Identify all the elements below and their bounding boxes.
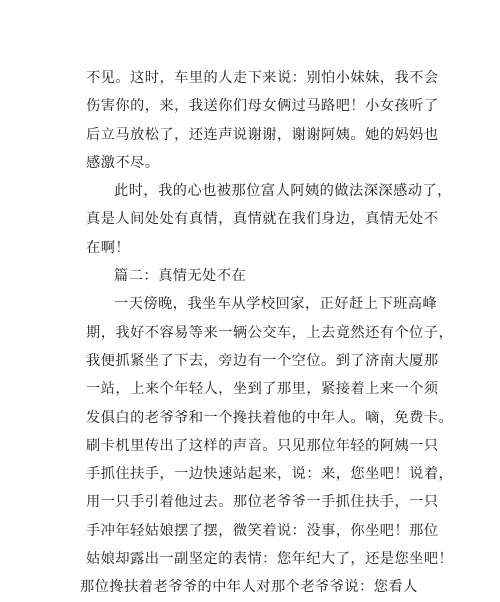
text-line: 用一只手引着他过去。那位老爷爷一手抓住扶手，一只	[86, 494, 439, 511]
text-line: 手抓住扶手，一边快速站起来，说：来，您坐吧！说着，	[86, 466, 454, 483]
text-line: 感激不尽。	[86, 154, 160, 171]
text-line: 那位搀扶着老爷爷的中年人对那个老爷爷说：您看人	[80, 579, 418, 596]
text-line: 不见。这时，车里的人走下来说：别怕小妹妹，我不会	[86, 70, 439, 86]
text-line: 刷卡机里传出了这样的声音。只见那位年轻的阿姨一只	[86, 437, 439, 454]
paragraph-start-line: 一天傍晚，我坐车从学校回家，正好赶上下班高峰	[114, 296, 438, 313]
article-body	[80, 64, 454, 602]
text-line: 发俱白的老爷爷和一个搀扶着他的中年人。嘀，免费卡。	[86, 409, 454, 426]
text-line: 手冲年轻姑娘摆了摆，微笑着说：没事，你坐吧！那位	[86, 522, 439, 539]
text-line: 一站，上来个年轻人，坐到了那里，紧接着上来一个须	[86, 381, 439, 398]
text-line: 期，我好不容易等来一辆公交车，上去竟然还有个位子，	[86, 324, 454, 341]
text-line: 后立马放松了，还连声说谢谢，谢谢阿姨。她的妈妈也	[86, 126, 439, 143]
text-line: 伤害你的，来，我送你们母女俩过马路吧！小女孩听了	[86, 98, 439, 115]
text-line: 我便抓紧坐了下去，旁边有一个空位。到了济南大厦那	[86, 352, 439, 369]
text-line: 在啊！	[86, 239, 131, 256]
text-line: 真是人间处处有真情，真情就在我们身边，真情无处不	[86, 211, 439, 228]
text-line: 姑娘却露出一副坚定的表情：您年纪大了，还是您坐吧！	[86, 551, 454, 568]
section-heading: 篇二：真情无处不在	[114, 268, 247, 285]
paragraph-start-line: 此时，我的心也被那位富人阿姨的做法深深感动了，	[114, 183, 452, 200]
